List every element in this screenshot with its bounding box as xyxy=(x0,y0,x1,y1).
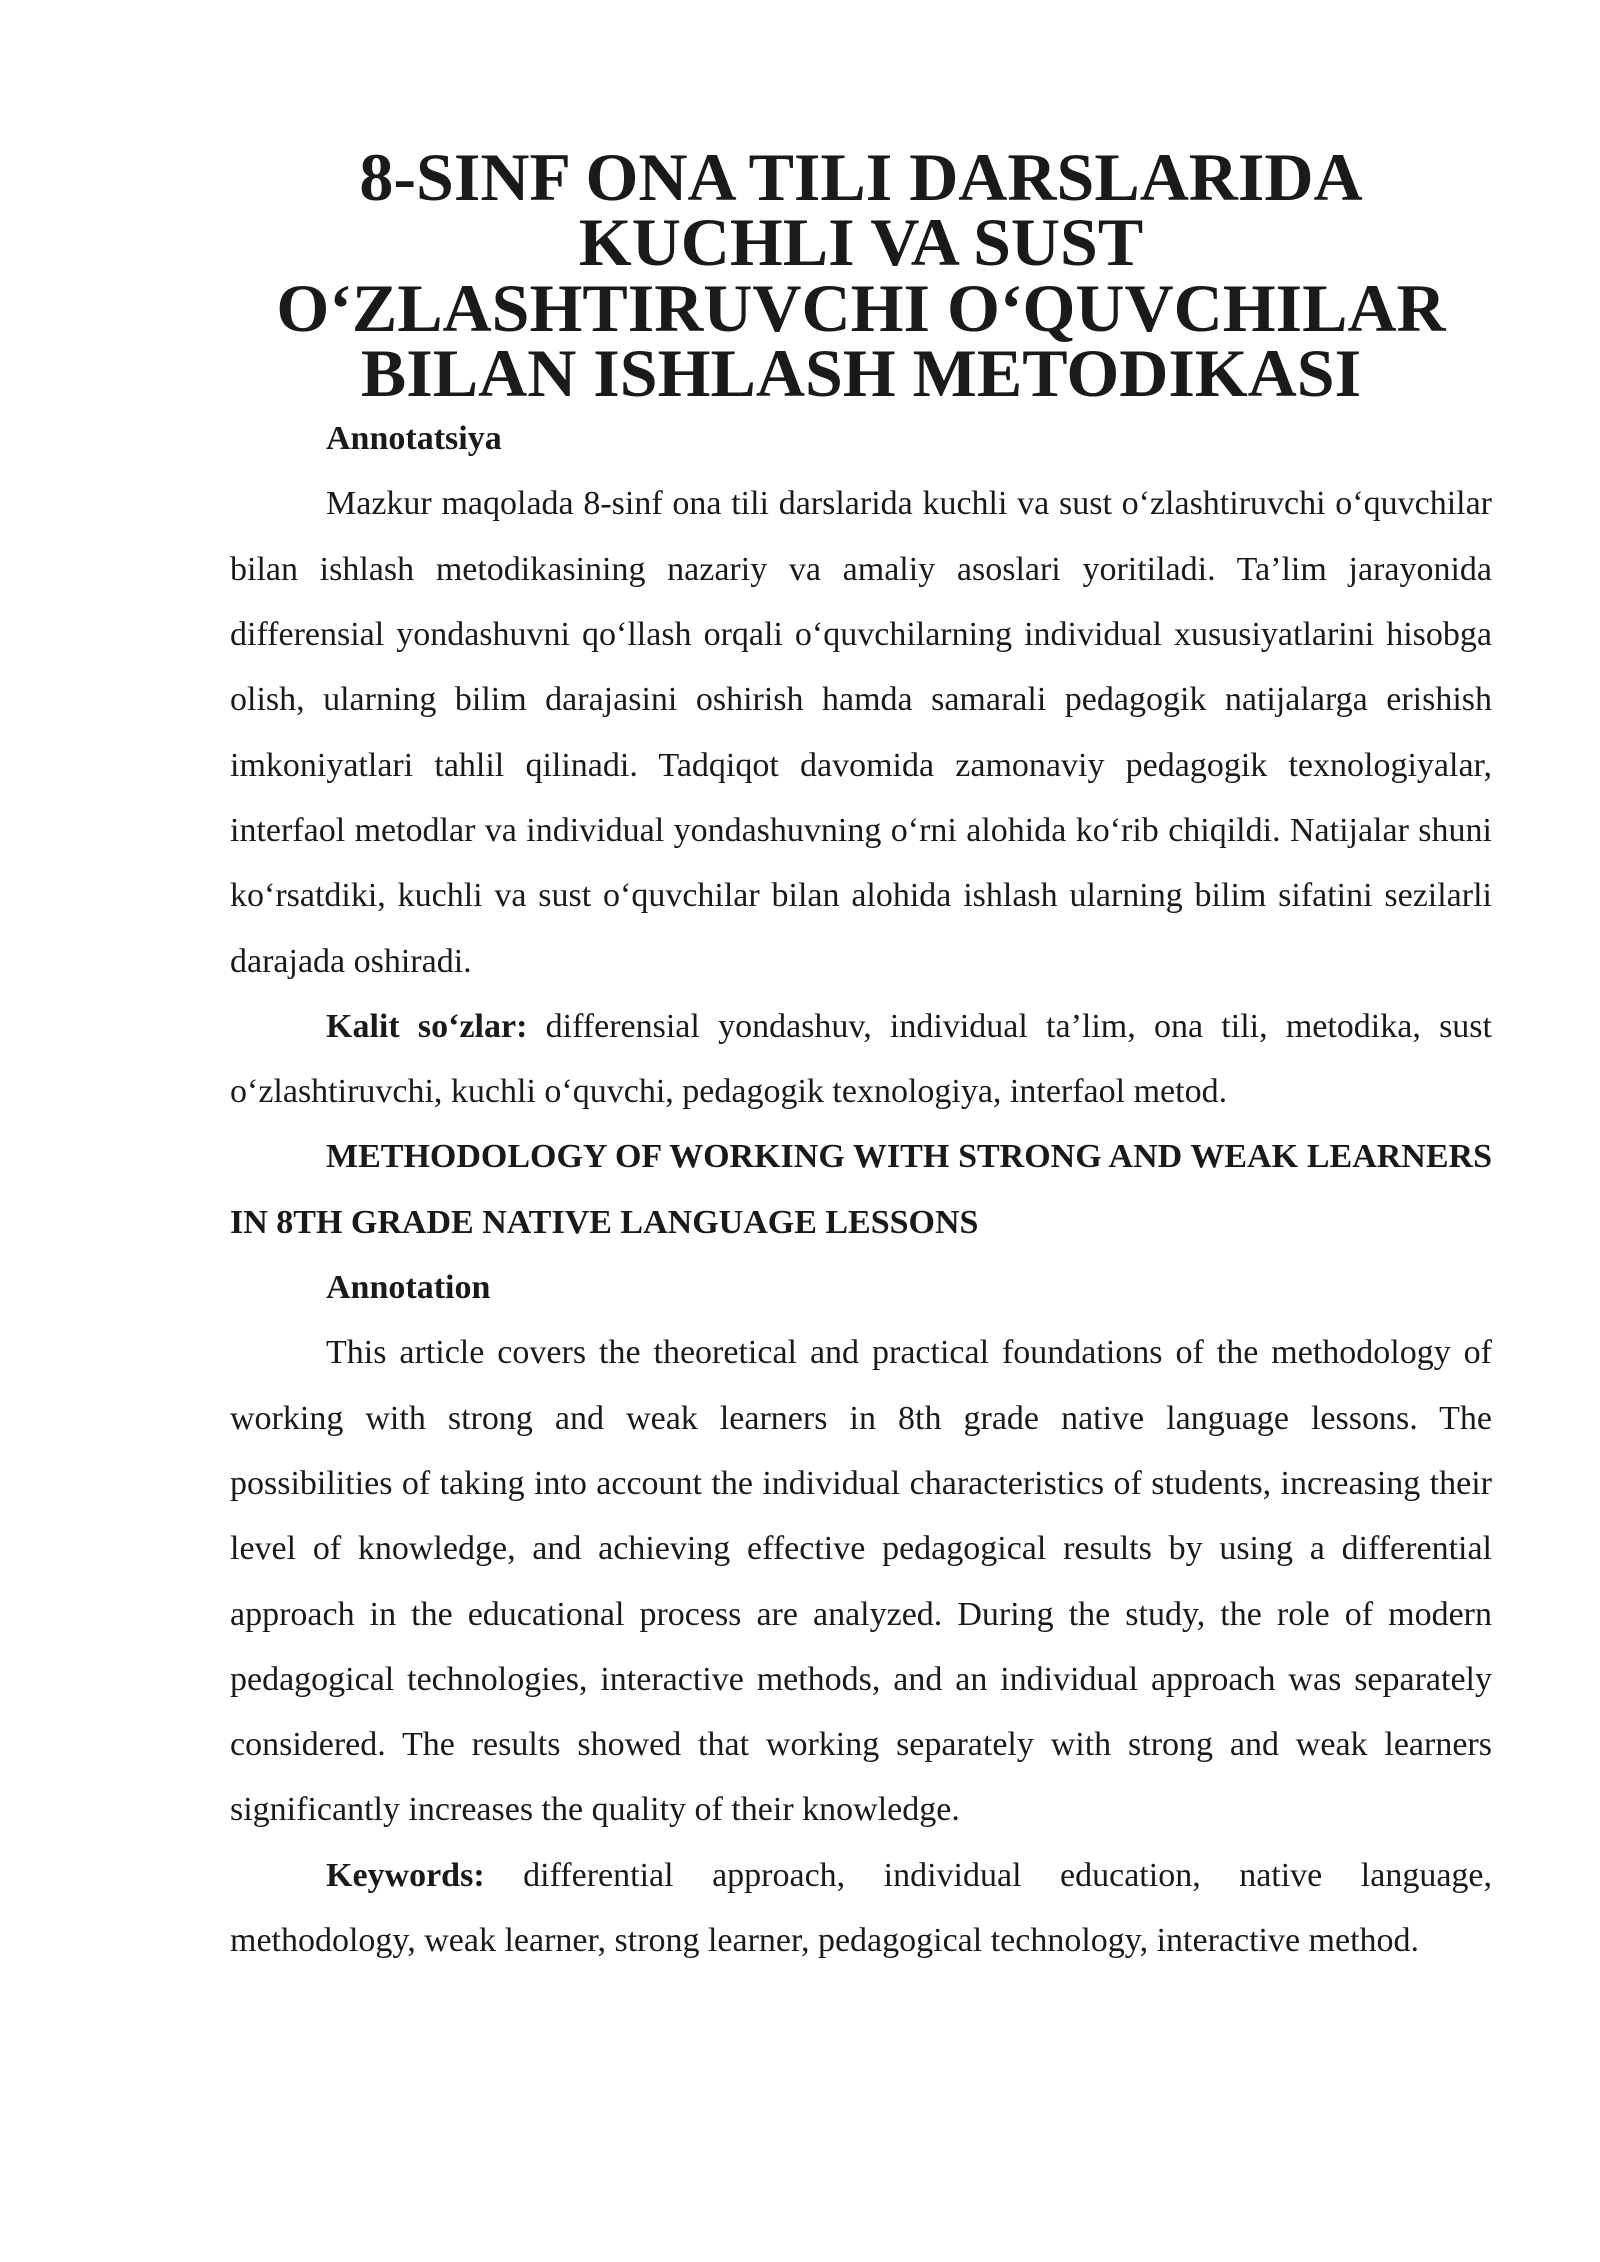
uz-title-line-1: 8-SINF ONA TILI DARSLARIDA KUCHLI VA SUST xyxy=(359,139,1363,281)
uz-keywords xyxy=(230,994,1492,1125)
en-keywords xyxy=(230,1843,1492,1974)
uz-annotation-heading: Annotatsiya xyxy=(326,420,502,458)
en-keywords-label: Keywords: xyxy=(326,1856,485,1894)
en-article-title: METHODOLOGY OF WORKING WITH STRONG AND WEAK LEARNERS IN 8TH GRADE NATIVE LANGUAGE LESSONS xyxy=(230,1138,1492,1241)
uz-keywords-label: Kalit so‘zlar: xyxy=(326,1007,528,1045)
uz-article-title xyxy=(230,139,1492,411)
en-keywords-text: differential approach, individual education, native language, methodology, weak learner, strong learner, pedagogical technology, interactive method. xyxy=(230,1856,1492,1960)
en-annotation-heading: Annotation xyxy=(326,1269,491,1307)
document-page xyxy=(230,139,1492,1973)
uz-keywords-text: differensial yondashuv, individual ta’lim, ona tili, metodika, sust o‘zlashtiruvchi, kuchli o‘quvchi, pedagogik texnologiya, interfaol metod. xyxy=(230,1007,1492,1111)
uz-title-line-2: O‘ZLASHTIRUVCHI O‘QUVCHILAR BILAN ISHLASH METODIKASI xyxy=(276,269,1446,411)
en-annotation-text: This article covers the theoretical and practical foundations of the methodology of working with strong and weak learners in 8th grade native language lessons. The possibilities of taking into account the individual characteristics of students, increasing their level of knowledge, and achieving effective pedagogical results by using a differential approach in the educational process are analyzed. During the study, the role of modern pedagogical technologies, interactive methods, and an individual approach was separately considered. The results showed that working separately with strong and weak learners significantly increases the quality of their knowledge. xyxy=(230,1334,1492,1829)
uz-annotation-text: Mazkur maqolada 8-sinf ona tili darslarida kuchli va sust o‘zlashtiruvchi o‘quvchilar bilan ishlash metodikasining nazariy va amaliy asoslari yoritiladi. Ta’lim jarayonida differensial yondashuvni qo‘llash orqali o‘quvchilarning individual xususiyatlarini hisobga olish, ularning bilim darajasini oshirish hamda samarali pedagogik natijalarga erishish imkoniyatlari tahlil qilinadi. Tadqiqot davomida zamonaviy pedagogik texnologiyalar, interfaol metodlar va individual yondashuvning o‘rni alohida ko‘rib chiqildi. Natijalar shuni ko‘rsatdiki, kuchli va sust o‘quvchilar bilan alohida ishlash ularning bilim sifatini sezilarli darajada oshiradi. xyxy=(230,485,1492,980)
